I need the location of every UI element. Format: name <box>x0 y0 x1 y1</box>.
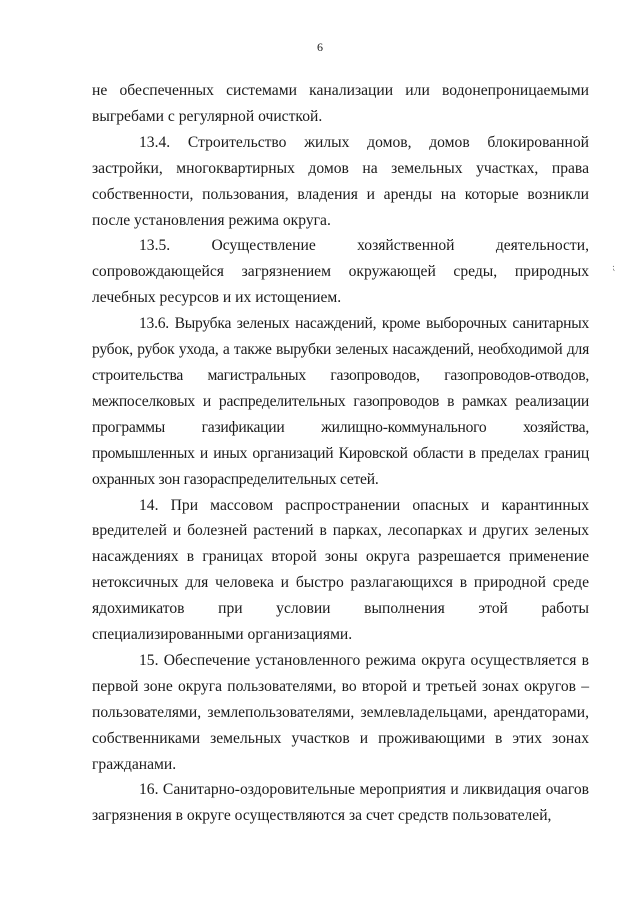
paragraph-continuation: не обеспеченных системами канализации или водонепроницаемыми выгребами с регулярной очисткой. <box>92 82 589 125</box>
paragraph-13-4: 13.4. Строительство жилых домов, домов блокированной застройки, многоквартирных домов на земельных участках, права собственности, пользования, владения и аренды на которые возникли после установления режима округа. <box>92 133 589 229</box>
paragraph-13-6: 13.6. Вырубка зеленых насаждений, кроме выборочных санитарных рубок, рубок ухода, а также вырубки зеленых насаждений, необходимой для строительства магистральных газопроводов, газопроводов-отводов, межпоселковых и распределительных газопроводов в рамках реализации программы газификации жилищно-коммунального хозяйства, промышленных и иных организаций Кировской области в пределах границ охранных зон газораспределительных сетей. <box>92 315 589 488</box>
paragraph-16: 16. Санитарно-оздоровительные мероприятия и ликвидация очагов загрязнения в округе осуществляются за счет средств пользователей, <box>92 781 589 825</box>
paragraph-15: 15. Обеспечение установленного режима округа осуществляется в первой зоне округа пользователями, во второй и третьей зонах округов – пользователями, землепользователями, землевладельцами, арендаторами, собственниками земельных участков и проживающими в этих зонах гражданами. <box>92 651 589 773</box>
margin-scan-mark: ⁏ <box>612 262 616 272</box>
paragraph-14: 14. При массовом распространении опасных и карантинных вредителей и болезней растений в парках, лесопарках и других зеленых насаждениях в границах второй зоны округа разрешается применение нетоксичных для человека и быстро разлагающихся в природной среде ядохимикатов при условии выполнения этой работы специализированными организациями. <box>92 496 589 644</box>
paragraph-13-5: 13.5. Осуществление хозяйственной деятельности, сопровождающейся загрязнением окружающей среды, природных лечебных ресурсов и их истощением. <box>92 237 589 307</box>
page-number: 6 <box>317 40 323 54</box>
document-body <box>92 78 589 829</box>
